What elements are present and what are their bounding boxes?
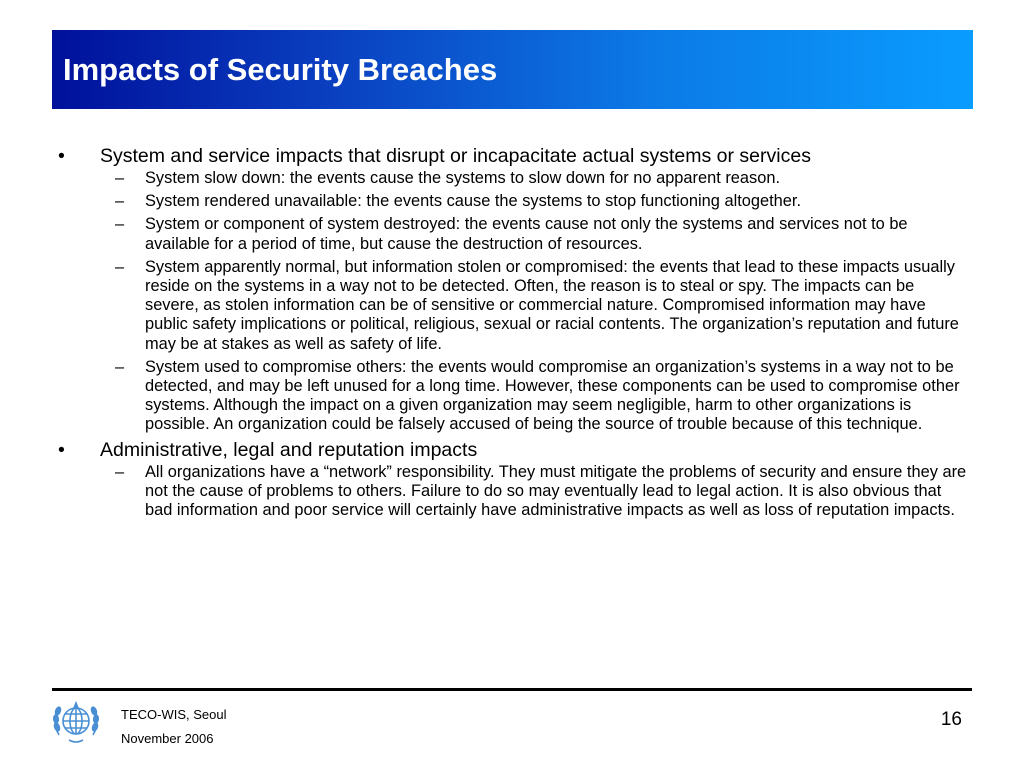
dash-marker: – [115,169,125,187]
slide-title: Impacts of Security Breaches [63,52,498,87]
sub-bullet-text: All organizations have a “network” responsibility. They must mitigate the problems of security and ensure they are not the cause of problems to others. Failure to do so may eventually lead to legal action. It is also obvious that bad information and poor service will certainly have administrative impacts as well as loss of reputation impacts. [145,462,967,520]
bullet-item [58,145,968,168]
sub-bullet-item [58,169,968,188]
bullet-item [58,439,968,462]
sub-bullet-item [58,192,968,211]
bullet-text: System and service impacts that disrupt or incapacitate actual systems or services [100,145,811,167]
title-bar [52,30,973,109]
dash-marker: – [115,357,125,376]
footer-event: TECO-WIS, Seoul [121,707,227,722]
sub-bullet-item [58,258,968,354]
slide-content [58,145,968,524]
footer-divider [52,688,972,691]
sub-bullet-text: System used to compromise others: the events would compromise an organization’s systems in a way not to be detected, and may be left unused for a long time. However, these components can be used to compromise other systems. Although the impact on a given organization may seem negligible, harm to other organizations is possible. An organization could be falsely accused of being the source of trouble because of this technique. [145,357,960,434]
dash-marker: – [115,462,125,481]
sub-bullet-text: System slow down: the events cause the systems to slow down for no apparent reason. [145,169,781,187]
bullet-text: Administrative, legal and reputation impacts [100,438,478,461]
sub-bullet-item [58,463,968,521]
dash-marker: – [115,215,125,234]
page-number: 16 [940,709,962,730]
wmo-emblem-icon [51,697,101,747]
sub-bullet-text: System apparently normal, but information stolen or compromised: the events that lead to these impacts usually reside on the systems in a way not to be detected. Often, the reason is to steal or spy. The impacts can be severe, as stolen information can be of sensitive or commercial nature. Compromised information may have public safety implications or political, religious, sexual or racial contents. The organization’s reputation and future may be at stakes as well as safety of life. [145,257,959,353]
dash-marker: – [115,192,125,211]
dash-marker: – [115,257,125,276]
bullet-marker: • [58,145,65,167]
sub-bullet-item [58,215,968,253]
sub-bullet-text: System rendered unavailable: the events cause the systems to stop functioning altogether. [145,192,802,211]
footer-date: November 2006 [121,731,214,746]
sub-bullet-text: System or component of system destroyed: the events cause not only the systems and services not to be available for a period of time, but cause the destruction of resources. [145,215,908,253]
sub-bullet-item [58,358,968,435]
bullet-marker: • [58,438,65,461]
